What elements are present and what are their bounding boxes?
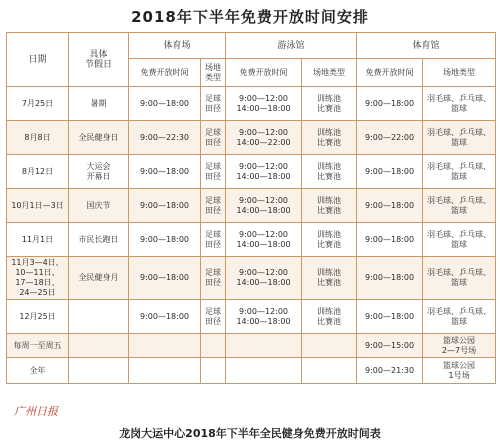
- cell-pool-time: 9:00—12:00 14:00—18:00: [226, 223, 302, 257]
- cell-gym-type: 羽毛球、乒乓球、 篮球: [423, 223, 496, 257]
- cell-holiday: [69, 358, 129, 384]
- schedule-table: [6, 32, 496, 384]
- subheader-free-time: 免费开放时间: [129, 59, 201, 87]
- cell-pool-type: 训练池 比赛池: [302, 87, 357, 121]
- cell-holiday: 暑期: [69, 87, 129, 121]
- cell-pool-time: [226, 358, 302, 384]
- cell-stadium-time: [129, 334, 201, 358]
- cell-pool-time: 9:00—12:00 14:00—18:00: [226, 155, 302, 189]
- table-row: [7, 87, 496, 121]
- cell-stadium-type: 足球 田径: [201, 87, 226, 121]
- cell-date: 11月1日: [7, 223, 69, 257]
- table-caption: 龙岗大运中心2018年下半年全民健身免费开放时间表: [119, 427, 381, 440]
- cell-date: 8月8日: [7, 121, 69, 155]
- cell-pool-time: 9:00—12:00 14:00—18:00: [226, 257, 302, 300]
- cell-pool-type: 训练池 比赛池: [302, 121, 357, 155]
- cell-stadium-time: 9:00—18:00: [129, 257, 201, 300]
- cell-gym-type: 羽毛球、乒乓球、 篮球: [423, 87, 496, 121]
- cell-gym-type: 羽毛球、乒乓球、 篮球: [423, 155, 496, 189]
- cell-stadium-time: 9:00—18:00: [129, 155, 201, 189]
- table-row: [7, 334, 496, 358]
- cell-pool-time: 9:00—12:00 14:00—18:00: [226, 87, 302, 121]
- table-row: [7, 155, 496, 189]
- cell-date: 11月3—4日、 10—11日、 17—18日、 24—25日: [7, 257, 69, 300]
- cell-date: 10月1日—3日: [7, 189, 69, 223]
- cell-stadium-time: 9:00—18:00: [129, 300, 201, 334]
- cell-pool-type: [302, 334, 357, 358]
- cell-pool-type: 训练池 比赛池: [302, 155, 357, 189]
- cell-stadium-type: [201, 334, 226, 358]
- cell-gym-time: 9:00—18:00: [357, 189, 423, 223]
- table-row: [7, 300, 496, 334]
- cell-gym-time: 9:00—18:00: [357, 223, 423, 257]
- cell-pool-time: [226, 334, 302, 358]
- cell-stadium-type: 足球 田径: [201, 189, 226, 223]
- table-row: [7, 358, 496, 384]
- cell-pool-time: 9:00—12:00 14:00—18:00: [226, 189, 302, 223]
- table-row: [7, 223, 496, 257]
- cell-stadium-time: 9:00—22:30: [129, 121, 201, 155]
- cell-pool-time: 9:00—12:00 14:00—22:00: [226, 121, 302, 155]
- cell-pool-time: 9:00—12:00 14:00—18:00: [226, 300, 302, 334]
- cell-stadium-type: 足球 田径: [201, 257, 226, 300]
- cell-gym-type: 羽毛球、乒乓球、 篮球: [423, 121, 496, 155]
- cell-stadium-time: [129, 358, 201, 384]
- subheader-venue-type: 场地类型: [423, 59, 496, 87]
- cell-stadium-time: 9:00—18:00: [129, 87, 201, 121]
- cell-gym-time: 9:00—22:00: [357, 121, 423, 155]
- cell-stadium-type: 足球 田径: [201, 121, 226, 155]
- header-stadium: 体育场: [129, 33, 226, 59]
- cell-gym-time: 9:00—18:00: [357, 155, 423, 189]
- header-natatorium: 游泳馆: [226, 33, 357, 59]
- newspaper-watermark: 广州日报: [14, 405, 58, 418]
- subheader-venue-type: 场地 类型: [201, 59, 226, 87]
- subheader-venue-type: 场地类型: [302, 59, 357, 87]
- cell-date: 8月12日: [7, 155, 69, 189]
- cell-pool-type: 训练池 比赛池: [302, 300, 357, 334]
- cell-date: 7月25日: [7, 87, 69, 121]
- cell-gym-type: 羽毛球、乒乓球、 篮球: [423, 300, 496, 334]
- cell-gym-type: 羽毛球、乒乓球、 篮球: [423, 189, 496, 223]
- cell-gym-type: 篮球公园 2—7号场: [423, 334, 496, 358]
- cell-stadium-time: 9:00—18:00: [129, 189, 201, 223]
- table-row: [7, 189, 496, 223]
- cell-stadium-type: 足球 田径: [201, 155, 226, 189]
- header-date: 日期: [7, 33, 69, 87]
- cell-date: 每周一至周五: [7, 334, 69, 358]
- cell-holiday: [69, 300, 129, 334]
- page-title: 2018年下半年免费开放时间安排: [131, 8, 369, 26]
- cell-pool-type: 训练池 比赛池: [302, 257, 357, 300]
- subheader-free-time: 免费开放时间: [226, 59, 302, 87]
- cell-gym-time: 9:00—18:00: [357, 300, 423, 334]
- subheader-free-time: 免费开放时间: [357, 59, 423, 87]
- header-gymnasium: 体育馆: [357, 33, 496, 59]
- cell-holiday: 全民健身月: [69, 257, 129, 300]
- cell-stadium-type: [201, 358, 226, 384]
- cell-date: 全年: [7, 358, 69, 384]
- cell-pool-type: 训练池 比赛池: [302, 189, 357, 223]
- cell-stadium-type: 足球 田径: [201, 300, 226, 334]
- cell-pool-type: 训练池 比赛池: [302, 223, 357, 257]
- cell-gym-type: 篮球公园 1号场: [423, 358, 496, 384]
- cell-gym-type: 羽毛球、乒乓球、 篮球: [423, 257, 496, 300]
- cell-stadium-time: 9:00—18:00: [129, 223, 201, 257]
- table-row: [7, 121, 496, 155]
- table-row: [7, 257, 496, 300]
- cell-gym-time: 9:00—21:30: [357, 358, 423, 384]
- cell-gym-time: 9:00—18:00: [357, 257, 423, 300]
- cell-holiday: 大运会 开幕日: [69, 155, 129, 189]
- cell-stadium-type: 足球 田径: [201, 223, 226, 257]
- cell-holiday: 国庆节: [69, 189, 129, 223]
- cell-gym-time: 9:00—18:00: [357, 87, 423, 121]
- cell-date: 12月25日: [7, 300, 69, 334]
- cell-holiday: 市民长跑日: [69, 223, 129, 257]
- cell-pool-type: [302, 358, 357, 384]
- cell-holiday: 全民健身日: [69, 121, 129, 155]
- cell-gym-time: 9:00—15:00: [357, 334, 423, 358]
- cell-holiday: [69, 334, 129, 358]
- header-holiday: 具体 节假日: [69, 33, 129, 87]
